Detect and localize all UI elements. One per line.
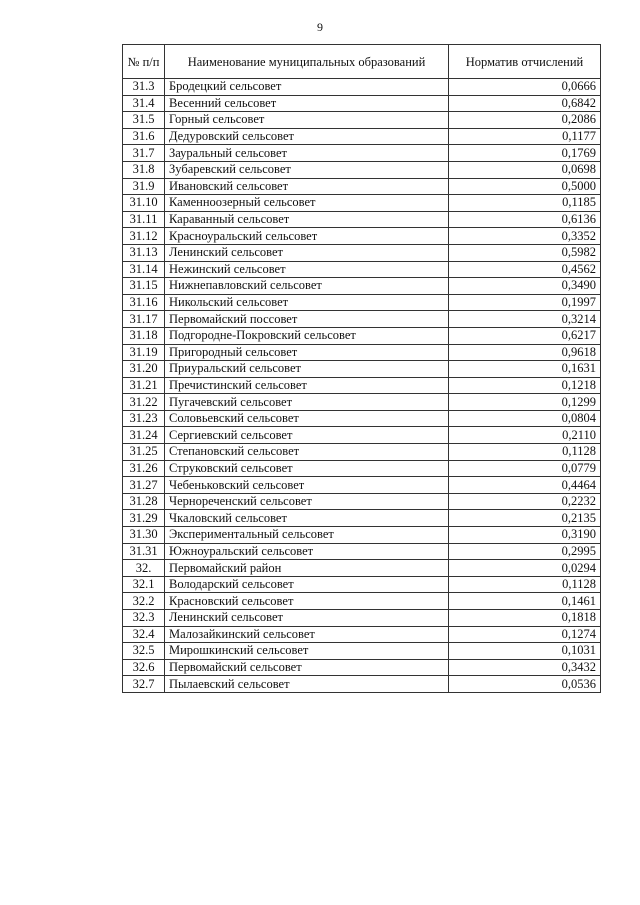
municipality-name-cell: Чкаловский сельсовет xyxy=(165,510,449,527)
header-value: Норматив отчислений xyxy=(449,45,601,79)
norm-value-cell: 0,6842 xyxy=(449,95,601,112)
table-row xyxy=(123,543,601,560)
table-row xyxy=(123,394,601,411)
municipality-name-cell: Струковский сельсовет xyxy=(165,460,449,477)
row-number-cell: 31.24 xyxy=(123,427,165,444)
norms-table xyxy=(122,44,601,693)
row-number-cell: 31.18 xyxy=(123,327,165,344)
municipality-name-cell: Степановский сельсовет xyxy=(165,444,449,461)
table-row xyxy=(123,410,601,427)
municipality-name-cell: Экспериментальный сельсовет xyxy=(165,527,449,544)
header-row xyxy=(123,45,601,79)
table-row xyxy=(123,361,601,378)
norm-value-cell: 0,3190 xyxy=(449,527,601,544)
row-number-cell: 31.20 xyxy=(123,361,165,378)
municipality-name-cell: Красновский сельсовет xyxy=(165,593,449,610)
row-number-cell: 31.17 xyxy=(123,311,165,328)
municipality-name-cell: Красноуральский сельсовет xyxy=(165,228,449,245)
table-row xyxy=(123,261,601,278)
table-row xyxy=(123,311,601,328)
table-row xyxy=(123,477,601,494)
table-row xyxy=(123,560,601,577)
municipality-name-cell: Нежинский сельсовет xyxy=(165,261,449,278)
norm-value-cell: 0,0804 xyxy=(449,410,601,427)
municipality-name-cell: Чебеньковский сельсовет xyxy=(165,477,449,494)
norm-value-cell: 0,0698 xyxy=(449,161,601,178)
norm-value-cell: 0,0779 xyxy=(449,460,601,477)
municipality-name-cell: Малозайкинский сельсовет xyxy=(165,626,449,643)
table-row xyxy=(123,377,601,394)
row-number-cell: 31.10 xyxy=(123,195,165,212)
row-number-cell: 31.25 xyxy=(123,444,165,461)
row-number-cell: 32. xyxy=(123,560,165,577)
page-number: 9 xyxy=(317,20,323,34)
municipality-name-cell: Первомайский сельсовет xyxy=(165,659,449,676)
municipality-name-cell: Зубаревский сельсовет xyxy=(165,161,449,178)
municipality-name-cell: Мирошкинский сельсовет xyxy=(165,643,449,660)
municipality-name-cell: Южноуральский сельсовет xyxy=(165,543,449,560)
row-number-cell: 31.14 xyxy=(123,261,165,278)
table-row xyxy=(123,211,601,228)
norm-value-cell: 0,3432 xyxy=(449,659,601,676)
table-row xyxy=(123,327,601,344)
norm-value-cell: 0,1461 xyxy=(449,593,601,610)
table-row xyxy=(123,128,601,145)
municipality-name-cell: Зауральный сельсовет xyxy=(165,145,449,162)
municipality-name-cell: Ивановский сельсовет xyxy=(165,178,449,195)
norm-value-cell: 0,1031 xyxy=(449,643,601,660)
row-number-cell: 31.28 xyxy=(123,493,165,510)
norm-value-cell: 0,2232 xyxy=(449,493,601,510)
header-num: № п/п xyxy=(123,45,165,79)
table-row xyxy=(123,294,601,311)
table-row xyxy=(123,444,601,461)
norm-value-cell: 0,1818 xyxy=(449,610,601,627)
table-row xyxy=(123,626,601,643)
row-number-cell: 31.7 xyxy=(123,145,165,162)
table-row xyxy=(123,527,601,544)
row-number-cell: 31.11 xyxy=(123,211,165,228)
municipality-name-cell: Володарский сельсовет xyxy=(165,576,449,593)
norm-value-cell: 0,2110 xyxy=(449,427,601,444)
norm-value-cell: 0,1185 xyxy=(449,195,601,212)
norm-value-cell: 0,3214 xyxy=(449,311,601,328)
row-number-cell: 32.3 xyxy=(123,610,165,627)
municipality-name-cell: Ленинский сельсовет xyxy=(165,610,449,627)
norm-value-cell: 0,1218 xyxy=(449,377,601,394)
norm-value-cell: 0,1128 xyxy=(449,444,601,461)
row-number-cell: 31.31 xyxy=(123,543,165,560)
norm-value-cell: 0,2135 xyxy=(449,510,601,527)
table-row xyxy=(123,145,601,162)
table-row xyxy=(123,460,601,477)
table-body xyxy=(123,79,601,693)
row-number-cell: 31.26 xyxy=(123,460,165,477)
row-number-cell: 31.29 xyxy=(123,510,165,527)
header-name: Наименование муниципальных образований xyxy=(165,45,449,79)
norm-value-cell: 0,5982 xyxy=(449,244,601,261)
table-row xyxy=(123,493,601,510)
municipality-name-cell: Приуральский сельсовет xyxy=(165,361,449,378)
norm-value-cell: 0,9618 xyxy=(449,344,601,361)
municipality-name-cell: Нижнепавловский сельсовет xyxy=(165,278,449,295)
row-number-cell: 31.8 xyxy=(123,161,165,178)
row-number-cell: 31.19 xyxy=(123,344,165,361)
municipality-name-cell: Весенний сельсовет xyxy=(165,95,449,112)
table-row xyxy=(123,228,601,245)
norm-value-cell: 0,6217 xyxy=(449,327,601,344)
municipality-name-cell: Ленинский сельсовет xyxy=(165,244,449,261)
norm-value-cell: 0,3490 xyxy=(449,278,601,295)
municipality-name-cell: Первомайский район xyxy=(165,560,449,577)
row-number-cell: 31.21 xyxy=(123,377,165,394)
norm-value-cell: 0,3352 xyxy=(449,228,601,245)
norm-value-cell: 0,0536 xyxy=(449,676,601,693)
table-header xyxy=(123,45,601,79)
municipality-name-cell: Чернореченский сельсовет xyxy=(165,493,449,510)
row-number-cell: 31.23 xyxy=(123,410,165,427)
municipality-name-cell: Караванный сельсовет xyxy=(165,211,449,228)
table-row xyxy=(123,576,601,593)
norm-value-cell: 0,2995 xyxy=(449,543,601,560)
table-row xyxy=(123,610,601,627)
municipality-name-cell: Пригородный сельсовет xyxy=(165,344,449,361)
municipality-name-cell: Первомайский поссовет xyxy=(165,311,449,328)
table-row xyxy=(123,510,601,527)
municipality-name-cell: Бродецкий сельсовет xyxy=(165,79,449,96)
row-number-cell: 31.4 xyxy=(123,95,165,112)
row-number-cell: 31.13 xyxy=(123,244,165,261)
row-number-cell: 32.6 xyxy=(123,659,165,676)
table-row xyxy=(123,593,601,610)
norm-value-cell: 0,4464 xyxy=(449,477,601,494)
municipality-name-cell: Пугачевский сельсовет xyxy=(165,394,449,411)
table-row xyxy=(123,161,601,178)
norm-value-cell: 0,1128 xyxy=(449,576,601,593)
norm-value-cell: 0,0294 xyxy=(449,560,601,577)
row-number-cell: 31.15 xyxy=(123,278,165,295)
norm-value-cell: 0,1177 xyxy=(449,128,601,145)
table-row xyxy=(123,244,601,261)
row-number-cell: 31.16 xyxy=(123,294,165,311)
municipality-name-cell: Подгородне-Покровский сельсовет xyxy=(165,327,449,344)
norm-value-cell: 0,1299 xyxy=(449,394,601,411)
norm-value-cell: 0,1274 xyxy=(449,626,601,643)
table-row xyxy=(123,79,601,96)
municipality-name-cell: Горный сельсовет xyxy=(165,112,449,129)
row-number-cell: 32.1 xyxy=(123,576,165,593)
municipality-name-cell: Никольский сельсовет xyxy=(165,294,449,311)
municipality-name-cell: Дедуровский сельсовет xyxy=(165,128,449,145)
municipality-name-cell: Соловьевский сельсовет xyxy=(165,410,449,427)
norm-value-cell: 0,5000 xyxy=(449,178,601,195)
row-number-cell: 31.27 xyxy=(123,477,165,494)
row-number-cell: 31.30 xyxy=(123,527,165,544)
table-row xyxy=(123,178,601,195)
row-number-cell: 32.4 xyxy=(123,626,165,643)
table-row xyxy=(123,643,601,660)
table-row xyxy=(123,659,601,676)
row-number-cell: 31.3 xyxy=(123,79,165,96)
norm-value-cell: 0,6136 xyxy=(449,211,601,228)
table-row xyxy=(123,676,601,693)
municipality-name-cell: Пылаевский сельсовет xyxy=(165,676,449,693)
row-number-cell: 31.6 xyxy=(123,128,165,145)
municipality-name-cell: Пречистинский сельсовет xyxy=(165,377,449,394)
row-number-cell: 32.7 xyxy=(123,676,165,693)
table-row xyxy=(123,95,601,112)
norm-value-cell: 0,1997 xyxy=(449,294,601,311)
row-number-cell: 31.5 xyxy=(123,112,165,129)
table-row xyxy=(123,427,601,444)
table-row xyxy=(123,344,601,361)
norm-value-cell: 0,4562 xyxy=(449,261,601,278)
row-number-cell: 32.2 xyxy=(123,593,165,610)
municipality-name-cell: Каменноозерный сельсовет xyxy=(165,195,449,212)
norm-value-cell: 0,0666 xyxy=(449,79,601,96)
norm-value-cell: 0,1631 xyxy=(449,361,601,378)
table-row xyxy=(123,112,601,129)
norm-value-cell: 0,1769 xyxy=(449,145,601,162)
table-row xyxy=(123,195,601,212)
row-number-cell: 31.22 xyxy=(123,394,165,411)
row-number-cell: 31.12 xyxy=(123,228,165,245)
row-number-cell: 31.9 xyxy=(123,178,165,195)
municipality-name-cell: Сергиевский сельсовет xyxy=(165,427,449,444)
row-number-cell: 32.5 xyxy=(123,643,165,660)
norm-value-cell: 0,2086 xyxy=(449,112,601,129)
table-row xyxy=(123,278,601,295)
